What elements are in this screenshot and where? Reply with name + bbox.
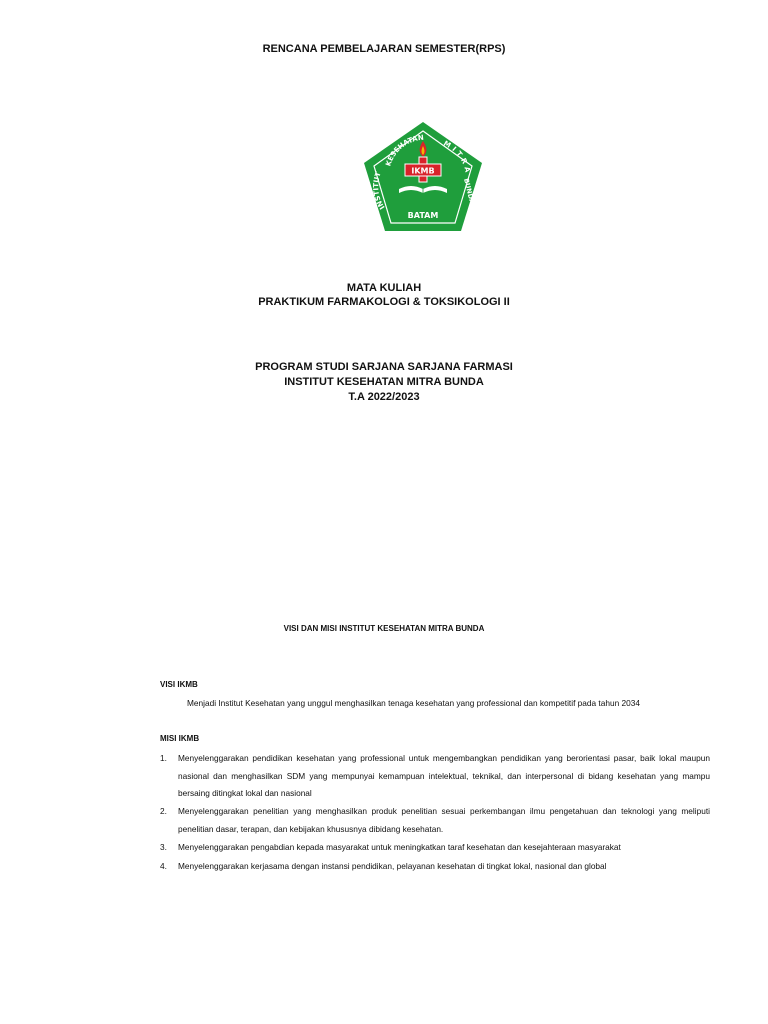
misi-item-text: Menyelenggarakan kerjasama dengan instansi pendidikan, pelayanan kesehatan di tingkat lokal, nasional dan global [178, 861, 607, 871]
visi-misi-title: VISI DAN MISI INSTITUT KESEHATAN MITRA BUNDA [283, 624, 485, 633]
institute-name: INSTITUT KESEHATAN MITRA BUNDA [284, 376, 484, 388]
misi-list-item [160, 803, 710, 838]
misi-heading: MISI IKMB [160, 734, 200, 743]
misi-list-item [160, 750, 710, 803]
visi-text: Menjadi Institut Kesehatan yang unggul menghasilkan tenaga kesehatan yang professional dan kompetitif pada tahun 2034 [187, 698, 640, 708]
misi-item-text: Menyelenggarakan pengabdian kepada masyarakat untuk meningkatkan taraf kesehatan dan kesejahteraan masyarakat [178, 842, 621, 852]
course-name: PRAKTIKUM FARMAKOLOGI & TOKSIKOLOGI II [258, 296, 510, 308]
misi-item-number: 2. [160, 806, 167, 816]
document-title: RENCANA PEMBELAJARAN SEMESTER(RPS) [262, 43, 506, 55]
visi-heading: VISI IKMB [160, 680, 198, 689]
misi-item-text: Menyelenggarakan pendidikan kesehatan yang professional untuk mengembangkan pendidikan yang berorientasi pasar, baik lokal maupun nasional dan menghasilkan SDM yang mempunyai kemampuan intelektual, teknikal, dan interpersonal di bidang kesehatan yang mampu bersaing ditingkat lokal dan nasional [178, 753, 710, 798]
misi-list-item [160, 858, 710, 876]
academic-year: T.A 2022/2023 [348, 391, 420, 403]
misi-item-number: 1. [160, 753, 167, 763]
misi-item-number: 4. [160, 861, 167, 871]
logo-text-institut: INSTITUT [372, 170, 387, 211]
logo-text-bunda: BUNDA [462, 177, 477, 205]
logo-text-kesehatan: KESEHATAN [384, 133, 425, 168]
program-name: PROGRAM STUDI SARJANA SARJANA FARMASI [255, 361, 513, 373]
logo-text-batam: BATAM [407, 211, 439, 220]
logo-text-mitra: MITRA [442, 139, 473, 176]
institute-logo [361, 119, 485, 233]
misi-item-text: Menyelenggarakan penelitian yang menghasilkan produk penelitian sesuai perkembangan ilmu pengetahuan dan teknologi yang meliputi penelitian dasar, terapan, dan kebijakan khususnya dibidang kesehatan. [178, 806, 710, 834]
course-heading: MATA KULIAH [346, 282, 422, 294]
misi-list-item [160, 839, 710, 857]
misi-item-number: 3. [160, 842, 167, 852]
logo-text-ikmb: IKMB [411, 166, 435, 176]
